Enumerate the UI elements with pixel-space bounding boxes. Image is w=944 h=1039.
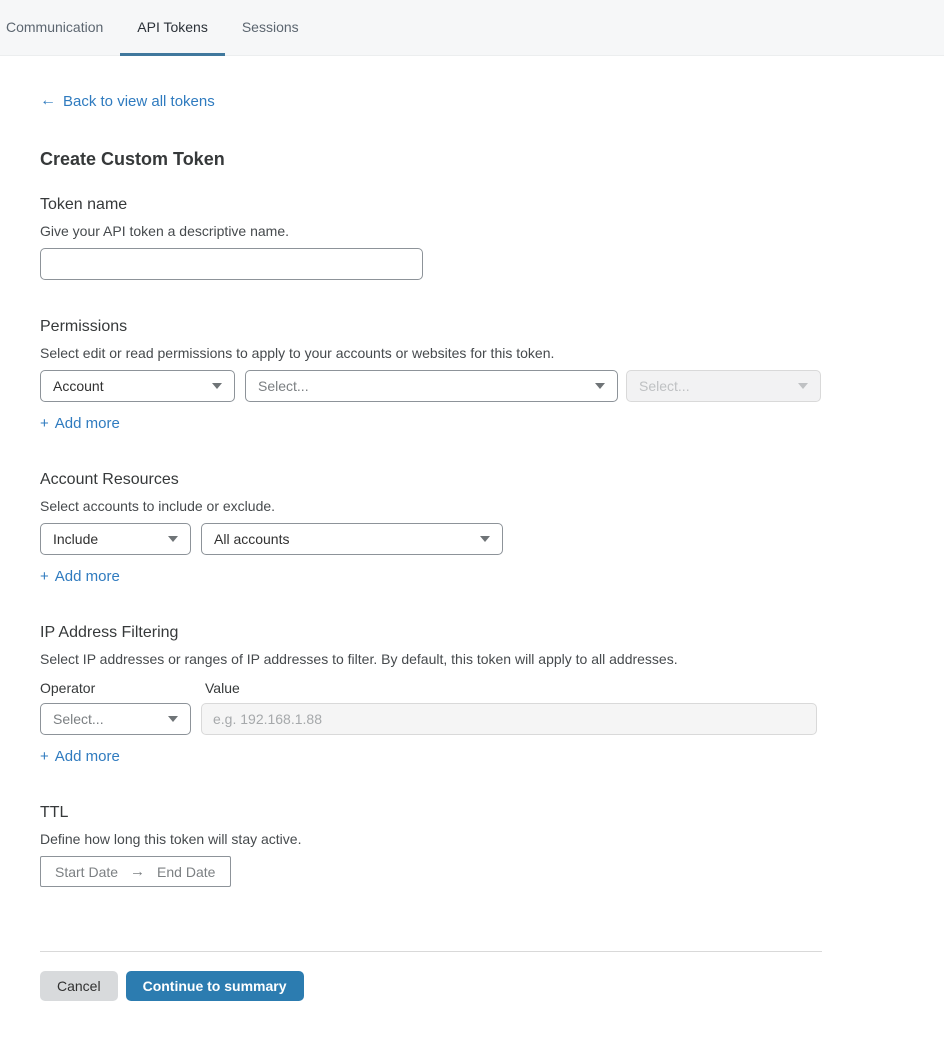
plus-icon: + bbox=[40, 415, 49, 432]
account-resources-description: Select accounts to include or exclude. bbox=[40, 498, 276, 514]
chevron-down-icon bbox=[168, 716, 178, 722]
permissions-section bbox=[40, 318, 822, 433]
back-arrow-icon: ← bbox=[40, 92, 56, 109]
plus-icon: + bbox=[40, 568, 49, 585]
page-title: Create Custom Token bbox=[40, 149, 225, 169]
tab-api-tokens[interactable]: API Tokens bbox=[120, 0, 225, 56]
start-date-placeholder: Start Date bbox=[55, 863, 119, 880]
permission-scope-select[interactable] bbox=[40, 370, 235, 402]
tab-sessions[interactable]: Sessions bbox=[241, 18, 299, 35]
permission-level-placeholder: Select... bbox=[639, 378, 690, 394]
add-more-label: Add more bbox=[54, 415, 120, 432]
chevron-down-icon bbox=[595, 383, 605, 389]
tab-communication[interactable]: Communication bbox=[6, 18, 104, 35]
ip-value-input-disabled bbox=[201, 703, 817, 735]
footer-divider bbox=[40, 951, 822, 952]
footer-actions bbox=[40, 971, 822, 1039]
resource-accounts-value: All accounts bbox=[214, 531, 290, 547]
add-more-label: Add more bbox=[54, 748, 120, 765]
permissions-heading: Permissions bbox=[40, 318, 128, 335]
token-name-description: Give your API token a descriptive name. bbox=[40, 223, 290, 239]
permissions-add-more-link[interactable] bbox=[40, 415, 120, 432]
back-to-tokens-link[interactable] bbox=[40, 92, 215, 110]
permission-group-placeholder: Select... bbox=[258, 378, 309, 394]
end-date-placeholder: End Date bbox=[157, 863, 216, 880]
back-link-label: Back to view all tokens bbox=[63, 92, 215, 110]
permission-group-select[interactable] bbox=[245, 370, 618, 402]
ttl-date-range-picker[interactable] bbox=[40, 856, 231, 887]
chevron-down-icon bbox=[168, 536, 178, 542]
main-content bbox=[0, 56, 862, 1039]
account-resources-add-more-link[interactable] bbox=[40, 568, 120, 585]
account-resources-heading: Account Resources bbox=[40, 471, 179, 488]
token-name-heading: Token name bbox=[40, 196, 128, 213]
tab-bar bbox=[0, 0, 944, 56]
chevron-down-icon bbox=[212, 383, 222, 389]
ip-filtering-heading: IP Address Filtering bbox=[40, 624, 179, 641]
ip-filtering-add-more-link[interactable] bbox=[40, 748, 120, 765]
permission-level-select-disabled bbox=[626, 370, 821, 402]
ip-filtering-description: Select IP addresses or ranges of IP addresses to filter. By default, this token will apply to all addresses. bbox=[40, 651, 678, 667]
ip-operator-select[interactable] bbox=[40, 703, 191, 735]
operator-label: Operator bbox=[40, 680, 96, 696]
token-name-section bbox=[40, 196, 822, 280]
ttl-section bbox=[40, 804, 822, 887]
permission-scope-value: Account bbox=[53, 378, 104, 394]
add-more-label: Add more bbox=[54, 568, 120, 585]
chevron-down-icon bbox=[480, 536, 490, 542]
plus-icon: + bbox=[40, 748, 49, 765]
token-name-input[interactable] bbox=[40, 248, 423, 280]
arrow-right-icon: → bbox=[130, 863, 146, 880]
continue-to-summary-button[interactable]: Continue to summary bbox=[126, 971, 304, 1001]
cancel-button[interactable]: Cancel bbox=[40, 971, 118, 1001]
resource-mode-value: Include bbox=[53, 531, 99, 547]
permissions-description: Select edit or read permissions to apply to your accounts or websites for this token. bbox=[40, 345, 555, 361]
ip-filtering-section bbox=[40, 624, 822, 766]
resource-mode-select[interactable] bbox=[40, 523, 191, 555]
ip-operator-placeholder: Select... bbox=[53, 711, 104, 727]
value-label: Value bbox=[205, 680, 240, 696]
ttl-heading: TTL bbox=[40, 804, 69, 821]
chevron-down-icon bbox=[798, 383, 808, 389]
account-resources-section bbox=[40, 471, 822, 586]
ttl-description: Define how long this token will stay active. bbox=[40, 831, 302, 847]
resource-accounts-select[interactable] bbox=[201, 523, 503, 555]
